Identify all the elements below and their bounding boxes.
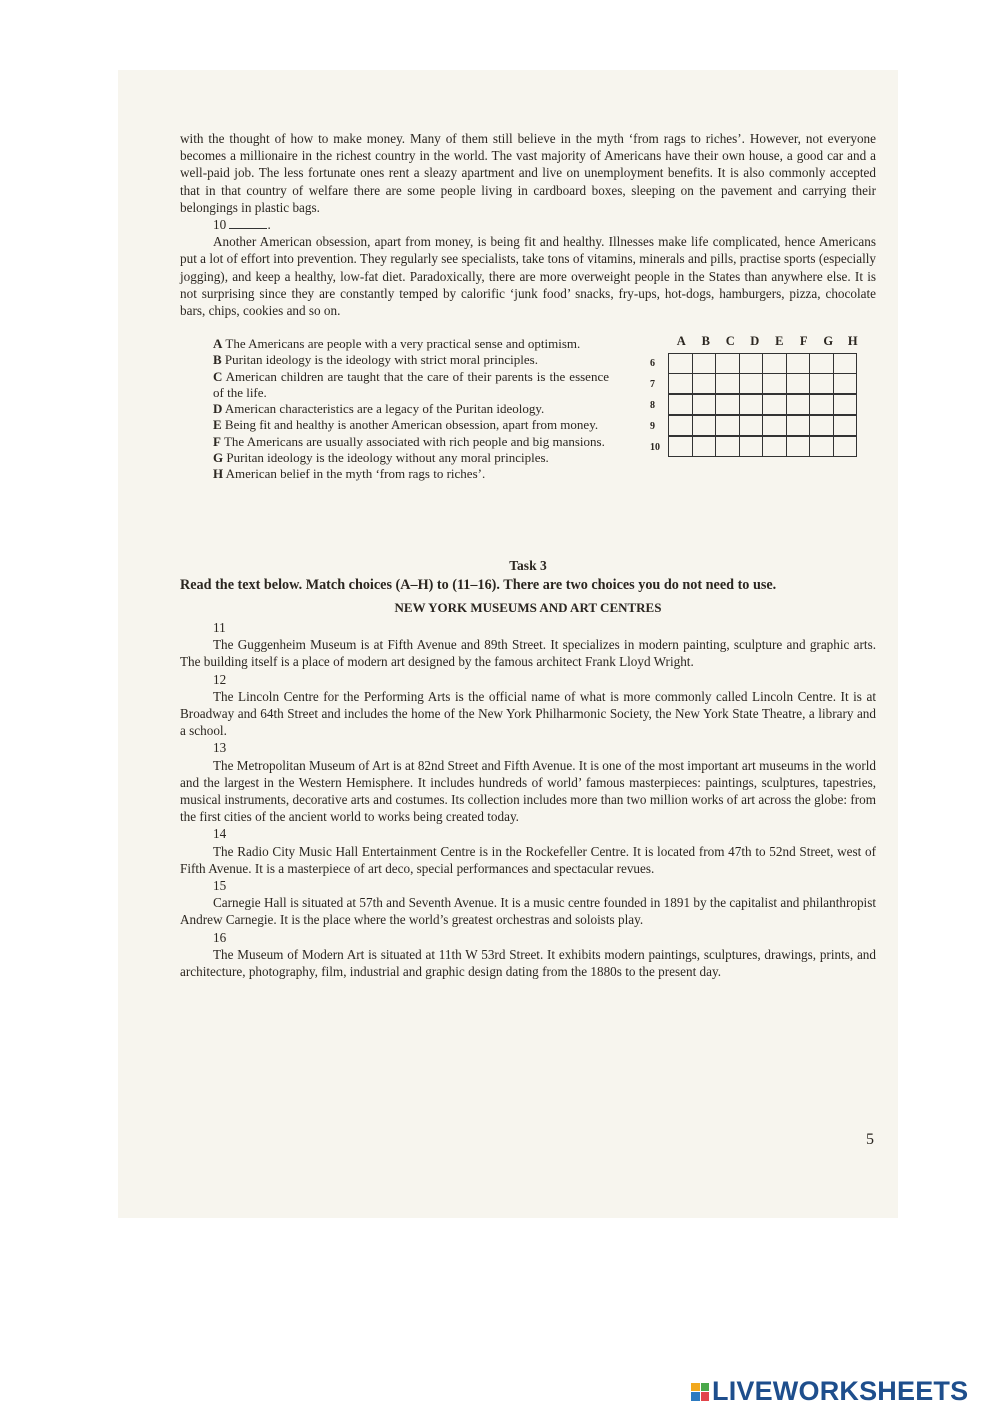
grid-row-label: 8 — [650, 400, 655, 411]
item-10-answer-blank[interactable] — [229, 217, 267, 229]
page-number: 5 — [866, 1131, 874, 1148]
intro-paragraph — [180, 130, 876, 319]
answer-cell[interactable] — [762, 394, 787, 415]
answer-cell[interactable] — [715, 415, 740, 436]
intro-text: with the thought of how to make money. Many of them still believe in the myth ‘from rags to riches’. However, not everyone becomes a millionaire in the richest country in the world. The vast majority of Americans have their own house, a good car and a well-paid job. The less fortunate ones rent a sleazy apartment and live on unemployment benefits. It is also commonly accepted that in that country of welfare there are some people living in cardboard boxes, sleeping on the pavement and carrying their belongings in plastic bags. — [180, 131, 876, 215]
grid-column-header: H — [847, 334, 858, 348]
option-letter: H — [213, 466, 224, 482]
item-10-number: 10 — [213, 217, 227, 233]
item-number: 14 — [213, 826, 227, 842]
answer-cell[interactable] — [692, 436, 717, 457]
liveworksheets-brand[interactable] — [691, 1376, 968, 1407]
item-10-tail: . — [267, 217, 271, 233]
answer-cell[interactable] — [668, 373, 693, 394]
grid-column-header: B — [701, 334, 710, 348]
grid-column-header: C — [725, 334, 735, 348]
option-f — [213, 434, 609, 450]
item-text: The Guggenheim Museum is at Fifth Avenue and 89th Street. It specializes in modern painting, sculpture and graphic arts. The building itself is a place of modern art designed by the famous architect Frank Lloyd Wright. — [180, 637, 876, 670]
grid-row — [645, 353, 857, 374]
answer-cell[interactable] — [762, 415, 787, 436]
answer-cell[interactable] — [833, 415, 858, 436]
task-title: Task 3 — [509, 558, 547, 573]
option-letter: C — [213, 368, 223, 384]
grid-column-header: D — [750, 334, 760, 348]
option-e — [213, 417, 609, 433]
option-text: American children are taught that the care of their parents is the essence of the life. — [213, 368, 609, 400]
answer-cell[interactable] — [739, 353, 764, 374]
item-text: The Lincoln Centre for the Performing Arts is the official name of what is more commonly called Lincoln Centre. It is at Broadway and 64th Street and includes the home of the New York Philharmonic Society, the New York State Theatre, a library and a school. — [180, 688, 876, 739]
answer-cell[interactable] — [692, 394, 717, 415]
answer-cell[interactable] — [786, 373, 811, 394]
option-text: American belief in the myth ‘from rags to riches’. — [223, 466, 486, 482]
option-text: The Americans are people with a very practical sense and optimism. — [222, 336, 581, 351]
option-d — [213, 401, 609, 417]
option-text: American characteristics are a legacy of the Puritan ideology. — [222, 401, 545, 417]
option-text: Puritan ideology is the ideology with strict moral principles. — [221, 352, 538, 368]
answer-cell[interactable] — [786, 353, 811, 374]
option-h — [213, 466, 609, 482]
answer-cell[interactable] — [715, 436, 740, 457]
grid-column-header: A — [676, 334, 686, 348]
grid-column-header: G — [823, 334, 834, 348]
answer-cell[interactable] — [809, 353, 834, 374]
option-g — [213, 450, 609, 466]
option-text: Puritan ideology is the ideology without any moral principles. — [223, 450, 549, 466]
section-heading: NEW YORK MUSEUMS AND ART CENTRES — [394, 600, 662, 615]
option-a — [213, 336, 609, 352]
answer-cell[interactable] — [668, 394, 693, 415]
option-letter: B — [213, 352, 222, 368]
option-c — [213, 369, 609, 402]
logo-square — [691, 1383, 700, 1392]
answer-cell[interactable] — [739, 373, 764, 394]
logo-square — [701, 1392, 710, 1401]
grid-row — [645, 437, 857, 458]
grid-row — [645, 416, 857, 437]
answer-cell[interactable] — [668, 436, 693, 457]
answer-cell[interactable] — [762, 373, 787, 394]
answer-cell[interactable] — [786, 394, 811, 415]
grid-row — [645, 395, 857, 416]
grid-row-label: 6 — [650, 358, 655, 369]
answer-cell[interactable] — [692, 353, 717, 374]
answer-cell[interactable] — [809, 394, 834, 415]
item-text: The Museum of Modern Art is situated at 11th W 53rd Street. It exhibits modern paintings, sculptures, drawings, prints, and architecture, photography, film, industrial and graphic design dating from the 1880s to the present day. — [180, 946, 876, 980]
answer-cell[interactable] — [715, 353, 740, 374]
option-letter: E — [213, 417, 222, 433]
answer-cell[interactable] — [809, 436, 834, 457]
answer-cell[interactable] — [833, 373, 858, 394]
answer-cell[interactable] — [786, 415, 811, 436]
logo-square — [691, 1392, 700, 1401]
task-instruction: Read the text below. Match choices (A–H) to (11–16). There are two choices you do not need to use. — [180, 577, 777, 593]
answer-cell[interactable] — [833, 394, 858, 415]
paragraph-10-text: Another American obsession, apart from money, is being fit and healthy. Illnesses make life complicated, hence Americans put a lot of effort into prevention. They regularly see specialists, take tons of vitamins, minerals and pills, practise sports (especially jogging), and keep a healthy, low-fat diet. Paradoxically, there are more overweight people in the States than anywhere else. It is not surprising since they are constantly temped by calorific ‘junk food’ snacks, fry-ups, hot-dogs, hamburgers, pizza, chocolate bars, chips, cookies and so on. — [180, 234, 876, 319]
answer-cell[interactable] — [833, 436, 858, 457]
item-text: The Radio City Music Hall Entertainment Centre is in the Rockefeller Centre. It is located from 47th to 52nd Street, west of Fifth Avenue. It is a masterpiece of art deco, special performances and spectacular revues. — [180, 843, 876, 876]
item-10-heading — [180, 216, 876, 233]
answer-cell[interactable] — [668, 415, 693, 436]
answer-cell[interactable] — [833, 353, 858, 374]
answer-cell[interactable] — [809, 415, 834, 436]
option-text: The Americans are usually associated with rich people and big mansions. — [220, 433, 605, 449]
options-list — [213, 336, 609, 483]
answer-cell[interactable] — [762, 353, 787, 374]
item-number: 12 — [213, 671, 227, 687]
answer-cell[interactable] — [692, 415, 717, 436]
option-letter: D — [213, 401, 223, 417]
item-text: Carnegie Hall is situated at 57th and Seventh Avenue. It is a music centre founded in 1891 by the capitalist and philanthropist Andrew Carnegie. It is the place where the world’s greatest orchestras and soloists play. — [180, 895, 876, 928]
option-text: Being fit and healthy is another American obsession, apart from money. — [221, 417, 599, 433]
brand-name: LIVEWORKSHEETS — [712, 1376, 969, 1406]
answer-cell[interactable] — [739, 436, 764, 457]
answer-cell[interactable] — [715, 373, 740, 394]
answer-cell[interactable] — [739, 415, 764, 436]
grid-row-label: 10 — [650, 442, 660, 453]
answer-cell[interactable] — [715, 394, 740, 415]
grid-row-label: 9 — [650, 421, 655, 432]
grid-row — [645, 374, 857, 395]
museum-items — [180, 619, 876, 980]
item-number: 16 — [213, 929, 227, 945]
answer-cell[interactable] — [739, 394, 764, 415]
option-letter: A — [213, 336, 223, 351]
grid-column-header: F — [799, 334, 808, 348]
answer-cell[interactable] — [668, 353, 693, 374]
item-number: 15 — [213, 878, 227, 894]
answer-cell[interactable] — [809, 373, 834, 394]
option-letter: G — [213, 450, 224, 466]
grid-row-label: 7 — [650, 379, 655, 390]
logo-square — [701, 1383, 710, 1392]
item-number: 13 — [213, 740, 227, 756]
item-number: 11 — [213, 620, 226, 635]
option-b — [213, 352, 609, 368]
grid-column-header: E — [775, 334, 784, 348]
grid-rows — [645, 353, 857, 458]
answer-cell[interactable] — [762, 436, 787, 457]
answer-cell[interactable] — [786, 436, 811, 457]
item-text: The Metropolitan Museum of Art is at 82nd Street and Fifth Avenue. It is one of the most important art museums in the world and the largest in the Western Hemisphere. It includes hundreds of world’ famous masterpieces: paintings, sculptures, tapestries, musical instruments, decorative arts and costumes. Its collection includes more than two million works of art across the globe: from the first cities of the ancient world to works being created today. — [180, 757, 876, 825]
answer-cell[interactable] — [692, 373, 717, 394]
grid-column-headers — [669, 334, 865, 349]
option-letter: F — [213, 433, 221, 449]
liveworksheets-logo-icon — [691, 1383, 709, 1401]
